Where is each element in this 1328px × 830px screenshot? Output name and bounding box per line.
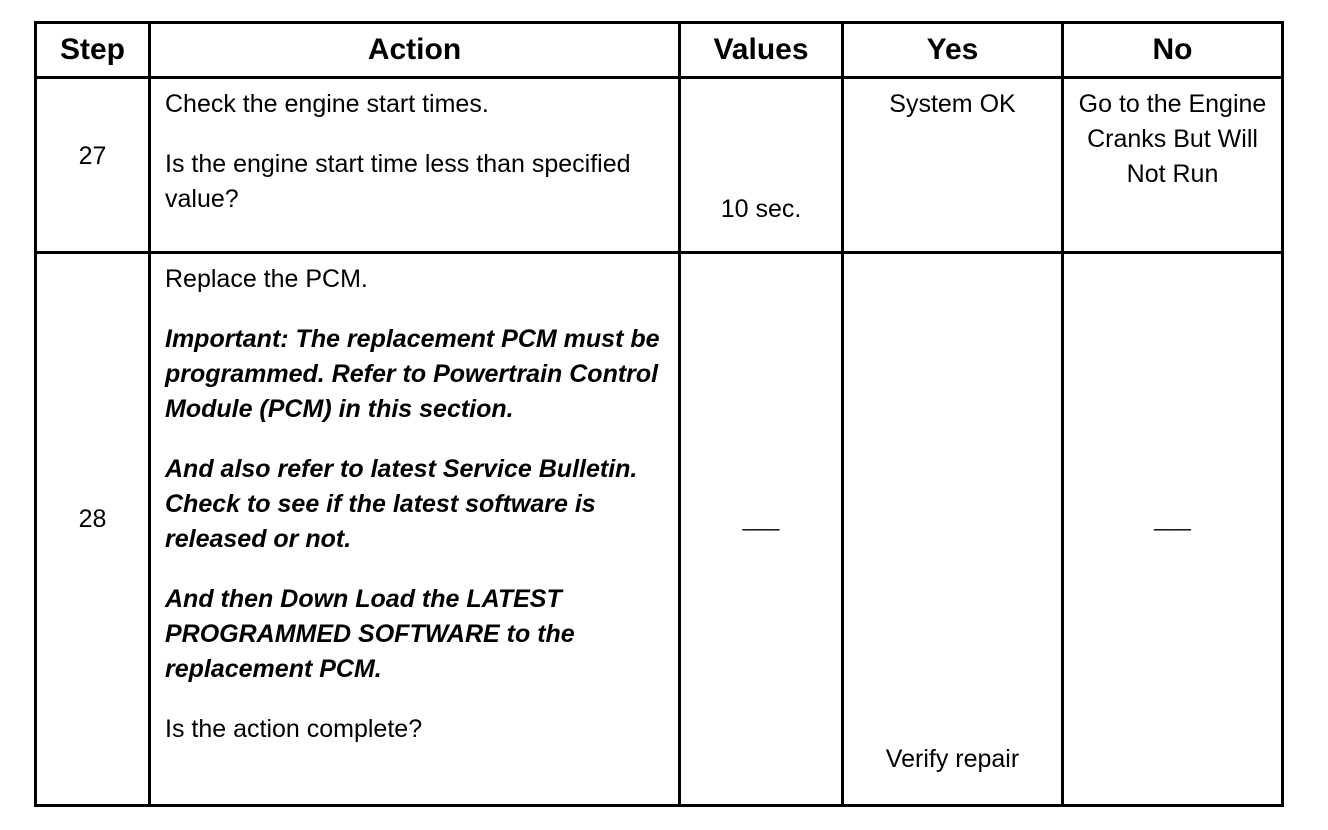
no-text: ___ (1154, 506, 1191, 531)
step-cell (36, 253, 150, 806)
important-note: Important: The replacement PCM must be programmed. Refer to Powertrain Control Module (PCM) in this section. (165, 325, 660, 423)
table-row (36, 253, 1283, 806)
no-text: Go to the Engine Cranks But Will Not Run (1078, 90, 1267, 188)
yes-cell (843, 78, 1063, 253)
header-values: Values (680, 23, 843, 78)
values-text: 10 sec. (720, 195, 802, 223)
diagnostic-table (34, 21, 1284, 807)
download-note: And then Down Load the LATEST PROGRAMMED SOFTWARE to the replacement PCM. (165, 585, 575, 683)
values-cell (680, 253, 843, 806)
step-number: 27 (78, 142, 107, 170)
values-text: ___ (742, 506, 780, 531)
header-step: Step (36, 23, 150, 78)
header-no: No (1063, 23, 1283, 78)
values-cell (680, 78, 843, 253)
yes-cell (843, 253, 1063, 806)
action-cell (150, 78, 680, 253)
action-text: Check the engine start times. (165, 90, 489, 118)
header-row (36, 23, 1283, 78)
header-action: Action (150, 23, 680, 78)
yes-text: Verify repair (885, 745, 1020, 773)
table-row (36, 78, 1283, 253)
action-question: Is the action complete? (165, 715, 423, 743)
step-number: 28 (78, 505, 107, 533)
yes-text: System OK (889, 90, 1016, 118)
bulletin-note: And also refer to latest Service Bulletin. Check to see if the latest software is released or not. (165, 455, 638, 553)
no-cell (1063, 253, 1283, 806)
action-cell (150, 253, 680, 806)
action-text: Replace the PCM. (165, 265, 368, 293)
action-question: Is the engine start time less than specified value? (165, 150, 631, 213)
header-yes: Yes (843, 23, 1063, 78)
step-cell (36, 78, 150, 253)
no-cell (1063, 78, 1283, 253)
